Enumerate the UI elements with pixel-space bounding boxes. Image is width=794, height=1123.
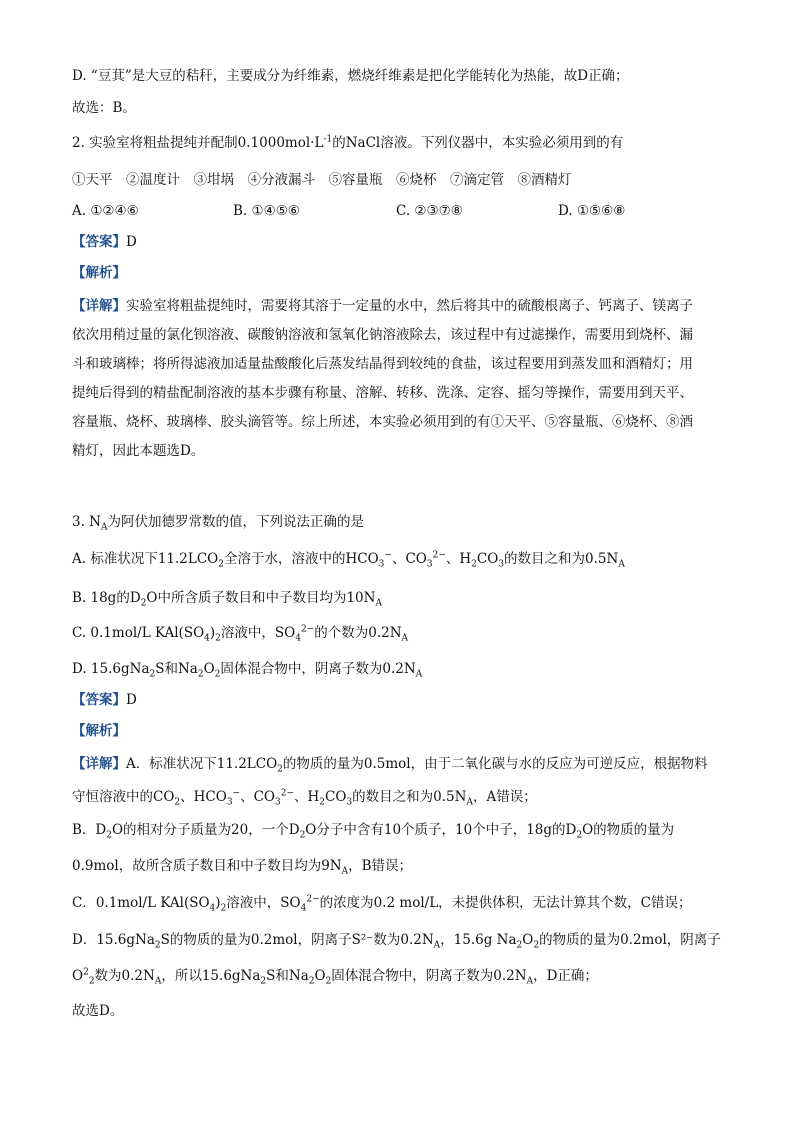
q3-opt-c-sub: 4	[204, 633, 210, 644]
q3-opt-a-part: 、CO	[391, 551, 427, 567]
q3-d7-sub: 2	[260, 976, 267, 987]
q3-opt-a-sub: 2	[471, 559, 477, 570]
q2-stem-text-c: 溶液。下列仪器中，本实验必须用到的有	[380, 135, 624, 151]
q3-d5-part: 的浓度为0.2 mol/L，未提供体积，无法计算其个数，C错误；	[319, 895, 692, 911]
q3-detail-line-4	[72, 856, 412, 876]
q3-d2-sub: 2	[319, 797, 326, 808]
q3-analysis-tag-text: 【解析】	[72, 723, 126, 739]
q3-d7-part: 固体混合物中，阴离子数为0.2N	[331, 968, 527, 984]
q3-opt-c-part: 的个数为0.2N	[314, 625, 402, 641]
q3-stem-text-a: 3. N	[72, 514, 101, 530]
q1-conclusion: 故选：B。	[72, 100, 136, 116]
q3-d2-sub: 3	[346, 797, 353, 808]
q3-opt-c-sup: 2−	[300, 624, 315, 635]
q3-detail-line-7	[72, 966, 598, 986]
q3-opt-c-sub: A	[401, 633, 409, 644]
q3-detail-line-2	[72, 787, 537, 807]
q2-analysis-tag	[72, 263, 126, 283]
q2-option-c: C. ②③⑦⑧	[396, 203, 463, 219]
q3-opt-a-sup: −	[384, 550, 392, 561]
q3-opt-a-sub: A	[618, 559, 625, 570]
q3-answer	[72, 690, 137, 710]
q2-answer-tag: 【答案】	[72, 234, 126, 250]
q3-d2-part: ，A错误；	[472, 789, 537, 805]
q3-d7-sub: 2	[88, 976, 95, 987]
q3-d7-part: S和Na	[266, 968, 309, 984]
q3-d5-sup: 2−	[306, 894, 320, 905]
q3-d4-part: 0.9mol，故所含质子数目和中子数目均为9N	[72, 858, 342, 874]
q3-d4-part: ，B错误；	[348, 858, 413, 874]
q3-stem-text-b: 为阿伏加德罗常数的值，下列说法正确的是	[107, 514, 364, 530]
q2-option-d: D. ①⑤⑥⑧	[558, 203, 626, 219]
q3-d7-sup: 2	[83, 967, 89, 978]
q3-d5-part: C．0.1mol/L KAl(SO	[72, 895, 210, 911]
q3-d7-part: ，所以15.6gNa	[161, 968, 261, 984]
q3-d2-part: 的数目之和为0.5N	[352, 789, 467, 805]
q3-opt-a-part: 的数目之和为0.5N	[504, 551, 619, 567]
q2-stem-unit: mol·L	[284, 135, 324, 151]
q3-d7-part: 数为0.2N	[94, 968, 155, 984]
q3-detail-line-3	[72, 820, 674, 840]
q3-opt-b-part: O中所含质子数目和中子数目均为10N	[146, 590, 376, 606]
q3-d3-part: O的物质的量为	[582, 822, 675, 838]
q3-d5-sub: 2	[220, 903, 227, 914]
q3-d6-sub: A	[433, 940, 441, 951]
q3-d6-sub: 2	[533, 940, 540, 951]
q3-d6-part: S的物质的量为0.2mol，阴离子S²⁻数为0.2N	[160, 932, 434, 948]
q3-d6-part: D．15.6gNa	[72, 932, 155, 948]
q3-d3-part: O分子中含有10个质子，10个中子，18g的D	[305, 822, 577, 838]
q2-analysis-tag-text: 【解析】	[72, 265, 126, 281]
q3-d7-sub: A	[526, 976, 534, 987]
q3-d2-sub: 2	[174, 797, 181, 808]
q3-d6-sub: 2	[154, 940, 161, 951]
q3-option-b	[72, 588, 382, 608]
q3-d2-sup: 2−	[280, 788, 295, 799]
q3-opt-b-sub: 2	[140, 598, 147, 609]
q3-d7-part: ，D正确；	[533, 968, 598, 984]
q3-opt-b-part: B. 18g的D	[72, 590, 141, 606]
q3-opt-d-part: S和Na	[155, 661, 198, 677]
q3-d3-part: O的相对分子质量为20，一个D	[111, 822, 300, 838]
q3-answer-tag: 【答案】	[72, 692, 126, 708]
q3-opt-a-part: A. 标准状况下11.2LCO	[72, 551, 219, 567]
q3-d1-part: A．标准状况下11.2LCO	[126, 756, 278, 772]
q3-opt-d-part: O	[203, 661, 215, 677]
q3-d6-part: ，15.6g Na	[440, 932, 517, 948]
q3-d6-part: O	[522, 932, 534, 948]
q2-option-b: B. ①④⑤⑥	[233, 203, 300, 219]
q3-opt-a-sub: 3	[498, 559, 505, 570]
q3-d7-sub: A	[154, 976, 162, 987]
q3-d3-sub: 2	[299, 830, 306, 841]
q2-detail-line-2: 依次用稍过量的氯化钡溶液、碳酸钠溶液和氢氧化钠溶液除去，该过程中有过滤操作，需要用到烧杯、漏	[72, 327, 693, 343]
q2-detail-line-3: 斗和玻璃棒；将所得滤液加适量盐酸酸化后蒸发结晶得到较纯的食盐，该过程要用到蒸发皿和酒精灯；用	[72, 356, 693, 372]
q3-d1-sub: 2	[277, 764, 283, 775]
q2-detail-line-6: 精灯，因此本题选D。	[72, 443, 205, 459]
q3-detail-line-6	[72, 930, 721, 950]
q3-d2-part: 、CO	[240, 789, 275, 805]
q3-option-d	[72, 659, 422, 679]
q3-opt-c-sub: 4	[295, 633, 301, 644]
q3-d2-sub: 3	[275, 797, 281, 808]
q3-d6-sub: 2	[516, 940, 523, 951]
q3-opt-d-sub: 2	[197, 669, 204, 680]
q3-opt-a-part: CO	[476, 551, 499, 567]
q2-detail-line-5: 容量瓶、烧杯、玻璃棒、胶头滴管等。综上所述，本实验必须用到的有①天平、⑤容量瓶、⑥烧杯、⑧酒	[72, 414, 693, 430]
q3-d7-part: O	[72, 968, 84, 984]
q3-opt-a-sub: 3	[426, 559, 433, 570]
q2-answer	[72, 232, 137, 252]
q2-option-a: A. ①②④⑥	[72, 203, 139, 219]
q3-d7-sub: 2	[325, 976, 332, 987]
q3-conclusion: 故选D。	[72, 1003, 124, 1019]
q3-d7-part: O	[314, 968, 326, 984]
q3-d3-sub: 2	[576, 830, 583, 841]
q3-stem	[72, 512, 364, 532]
q3-d5-sub: 4	[300, 903, 307, 914]
q3-d5-sub: 4	[209, 903, 216, 914]
q3-opt-a-part: 全溶于水，溶液中的HCO	[224, 551, 379, 567]
q3-opt-c-part: 溶液中，SO	[220, 625, 296, 641]
q2-detail-text-1: 实验室将粗盐提纯时，需要将其溶于一定量的水中，然后将其中的硫酸根离子、钙离子、镁离子	[126, 298, 693, 314]
q3-opt-c-sub: 2	[215, 633, 221, 644]
q3-d3-part: B．D	[72, 822, 107, 838]
q2-detail-line-4: 提纯后得到的精盐配制溶液的基本步骤有称量、溶解、转移、洗涤、定容、摇匀等操作，需要用到天平、	[72, 385, 693, 401]
q3-opt-d-part: D. 15.6gNa	[72, 661, 150, 677]
q3-d2-sub: 3	[226, 797, 233, 808]
q2-stem-text-a: 2. 实验室将粗盐提纯并配制	[72, 135, 238, 151]
q3-d1-part: 的物质的量为0.5mol，由于二氧化碳与水的反应为可逆反应，根据物料	[282, 756, 708, 772]
q3-opt-d-sub: A	[415, 669, 423, 680]
q3-stem-sub: A	[100, 522, 108, 533]
q3-d2-part: 、HCO	[180, 789, 227, 805]
q3-detail-line-5	[72, 893, 692, 913]
q3-answer-value: D	[126, 692, 137, 708]
q1-option-d-explanation: D. “豆萁”是大豆的秸秆，主要成分为纤维素，燃烧纤维素是把化学能转化为热能，故D正确；	[72, 68, 629, 84]
q3-d7-sub: 2	[308, 976, 315, 987]
q2-stem	[72, 133, 623, 153]
q3-detail-tag: 【详解】	[72, 756, 126, 772]
q3-d2-sup: −	[232, 788, 241, 799]
q3-d2-part: 、H	[294, 789, 320, 805]
q2-answer-value: D	[126, 234, 137, 250]
q2-stem-nacl: NaCl	[345, 135, 381, 151]
q3-detail-line-1	[72, 754, 708, 774]
q3-opt-c-part: )	[209, 625, 216, 641]
q3-d5-part: 溶液中，SO	[226, 895, 301, 911]
q2-stem-text-b: 的	[332, 135, 346, 151]
q3-d6-part: 的物质的量为0.2mol，阴离子	[539, 932, 721, 948]
q3-d2-sub: A	[466, 797, 473, 808]
q3-option-c	[72, 623, 408, 643]
q3-d5-part: )	[215, 895, 221, 911]
q3-opt-c-part: C. 0.1mol/L KAl(SO	[72, 625, 205, 641]
q3-opt-d-sub: 2	[149, 669, 156, 680]
q3-opt-a-sub: 2	[218, 559, 224, 570]
q3-opt-a-sup: 2−	[432, 550, 446, 561]
q3-opt-b-sub: A	[375, 598, 382, 609]
q3-d3-sub: 2	[106, 830, 112, 841]
q2-stem-unit-sup: -1	[323, 134, 333, 145]
q3-d2-part: 守恒溶液中的CO	[72, 789, 175, 805]
q2-detail-line-1	[72, 296, 693, 316]
q2-detail-tag: 【详解】	[72, 298, 126, 314]
q3-opt-a-part: 、H	[445, 551, 472, 567]
q3-analysis-tag	[72, 721, 126, 741]
q3-option-a	[72, 549, 625, 569]
q3-opt-d-sub: 2	[214, 669, 221, 680]
q2-instrument-list: ①天平 ②温度计 ③坩埚 ④分液漏斗 ⑤容量瓶 ⑥烧杯 ⑦滴定管 ⑧酒精灯	[72, 172, 572, 188]
q3-d4-sub: A	[341, 866, 349, 877]
q3-d2-part: CO	[325, 789, 347, 805]
q2-stem-concentration: 0.1000	[237, 135, 285, 151]
q3-opt-a-sub: 3	[378, 559, 385, 570]
q3-opt-d-part: 固体混合物中，阴离子数为0.2N	[220, 661, 416, 677]
